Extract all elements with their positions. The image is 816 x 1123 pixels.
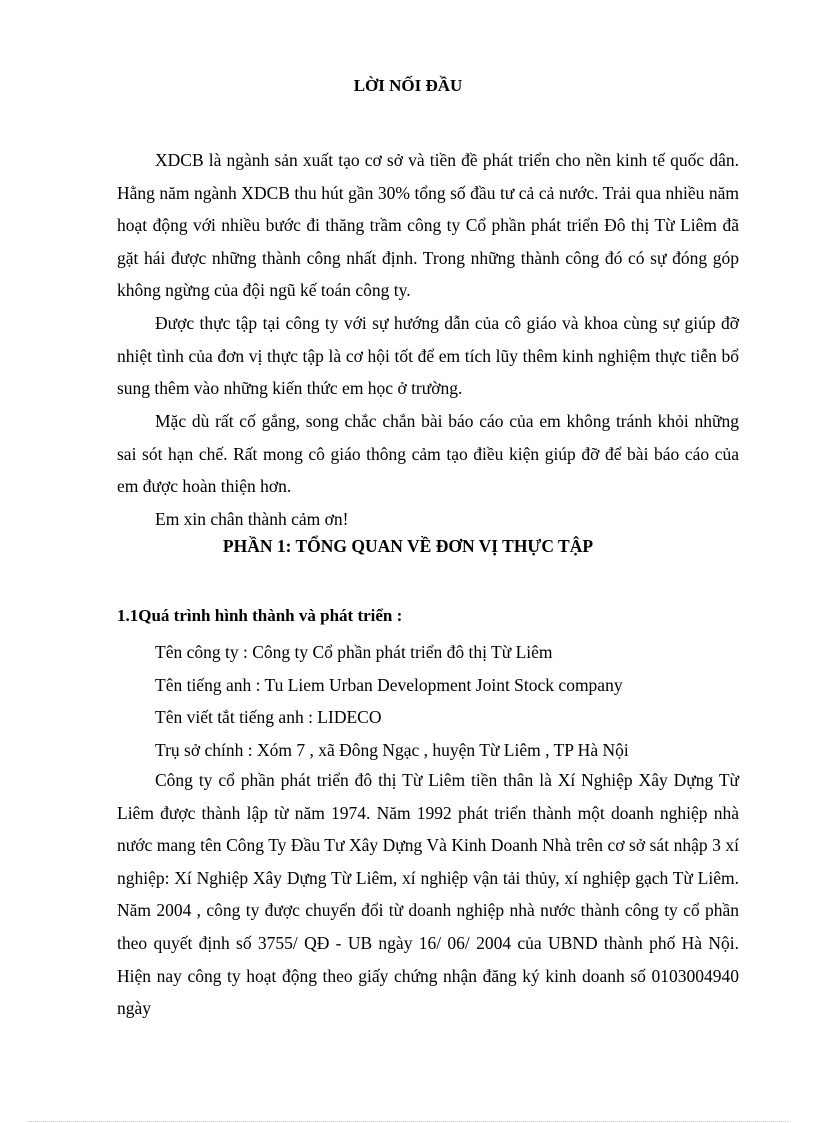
intro-paragraph-2: Được thực tập tại công ty với sự hướng dẫn của cô giáo và khoa cùng sự giúp đỡ nhiệt tình của đơn vị thực tập là cơ hội tốt để em tích lũy thêm kinh nghiệm thực tiễn bổ sung thêm vào những kiến thức em học ở trường. [117,313,739,399]
subsection-heading: 1.1Quá trình hình thành và phát triển : [117,606,403,625]
company-name-line: Tên công ty : Công ty Cổ phần phát triển đô thị Từ Liêm [155,642,553,662]
section-heading: PHẦN 1: TỔNG QUAN VỀ ĐƠN VỊ THỰC TẬP [222,536,594,556]
thanks-line: Em xin chân thành cảm ơn! [155,509,349,529]
page-bottom-divider [28,1121,788,1122]
headquarters-line: Trụ sở chính : Xóm 7 , xã Đông Ngạc , huyện Từ Liêm , TP Hà Nội [155,740,629,760]
page-title: LỜI NỐI ĐẦU [353,76,463,95]
history-paragraph: Công ty cổ phần phát triển đô thị Từ Liêm tiền thân là Xí Nghiệp Xây Dựng Từ Liêm được thành lập từ năm 1974. Năm 1992 phát triển thành một doanh nghiệp nhà nước mang tên Công Ty Đầu Tư Xây Dựng Và Kinh Doanh Nhà trên cơ sở sát nhập 3 xí nghiệp: Xí Nghiệp Xây Dựng Từ Liêm, xí nghiệp vận tải thủy, xí nghiệp gạch Từ Liêm. Năm 2004 , công ty được chuyển đổi từ doanh nghiệp nhà nước thành công ty cổ phần theo quyết định số 3755/ QĐ - UB ngày 16/ 06/ 2004 của UBND thành phố Hà Nội. Hiện nay công ty hoạt động theo giấy chứng nhận đăng ký kinh doanh số 0103004940 ngày [117,770,739,1019]
intro-paragraph-1: XDCB là ngành sản xuất tạo cơ sở và tiền đề phát triển cho nền kinh tế quốc dân. Hằng năm ngành XDCB thu hút gần 30% tổng số đầu tư cả cả nước. Trải qua nhiều năm hoạt động với nhiều bước đi thăng trầm công ty Cổ phần phát triển Đô thị Từ Liêm đã gặt hái được những thành công nhất định. Trong những thành công đó có sự đóng góp không ngừng của đội ngũ kế toán công ty. [117,150,739,301]
english-name-line: Tên tiếng anh : Tu Liem Urban Development Joint Stock company [155,675,623,695]
intro-paragraph-3: Mặc dù rất cố gắng, song chắc chắn bài báo cáo của em không tránh khỏi những sai sót hạn chế. Rất mong cô giáo thông cảm tạo điều kiện giúp đỡ để bài báo cáo của em được hoàn thiện hơn. [117,411,739,497]
abbreviation-line: Tên viết tắt tiếng anh : LIDECO [155,707,382,727]
